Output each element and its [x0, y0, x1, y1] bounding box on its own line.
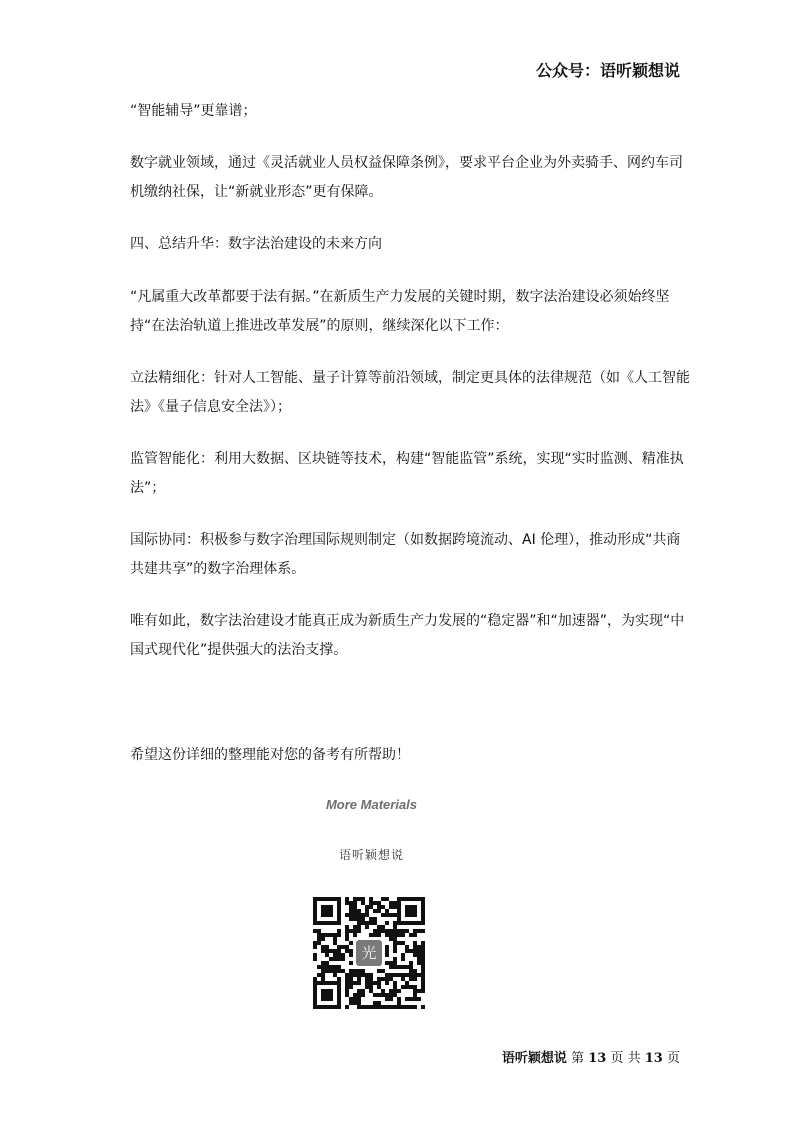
paragraph-1: “智能辅导”更靠谱； [130, 103, 257, 119]
closing-line: 希望这份详细的整理能对您的备考有所帮助！ [130, 747, 410, 763]
footer-page-mid: 页 共 [610, 1051, 641, 1066]
page-footer [502, 1047, 680, 1066]
paragraph-2: 数字就业领域，通过《灵活就业人员权益保障条例》，要求平台企业为外卖骑手、网约车司机缴纳社保，让“新就业形态”更有保障。 [130, 155, 683, 200]
footer-page-suffix: 页 [666, 1051, 680, 1066]
more-materials-label: More Materials [325, 797, 418, 812]
paragraph-3: “凡属重大改革都要于法有据。”在新质生产力发展的关键时期，数字法治建设必须始终坚持“在法治轨道上推进改革发展”的原则，继续深化以下工作： [130, 289, 670, 334]
section-heading: 四、总结升华：数字法治建设的未来方向 [130, 236, 382, 252]
footer-brand: 语听颖想说 [501, 1051, 567, 1066]
page-header-account: 公众号：语听颖想说 [535, 61, 680, 80]
qr-caption: 语听颖想说 [338, 848, 404, 862]
footer-page-current: 13 [588, 1051, 607, 1066]
paragraph-6: 国际协同：积极参与数字治理国际规则制定（如数据跨境流动、AI 伦理），推动形成“共商共建共享”的数字治理体系。 [130, 532, 681, 577]
paragraph-5: 监管智能化：利用大数据、区块链等技术，构建“智能监管”系统，实现“实时监测、精准执法”； [130, 451, 684, 496]
footer-page-prefix: 第 [571, 1051, 585, 1066]
qr-logo-glyph: 光 [361, 944, 377, 962]
footer-page-total: 13 [644, 1051, 663, 1066]
qr-code[interactable] [313, 897, 425, 1009]
paragraph-7: 唯有如此，数字法治建设才能真正成为新质生产力发展的“稳定器”和“加速器”，为实现“中国式现代化”提供强大的法治支撑。 [130, 613, 685, 658]
paragraph-4: 立法精细化：针对人工智能、量子计算等前沿领域，制定更具体的法律规范（如《人工智能法》《量子信息安全法》）； [130, 370, 690, 415]
